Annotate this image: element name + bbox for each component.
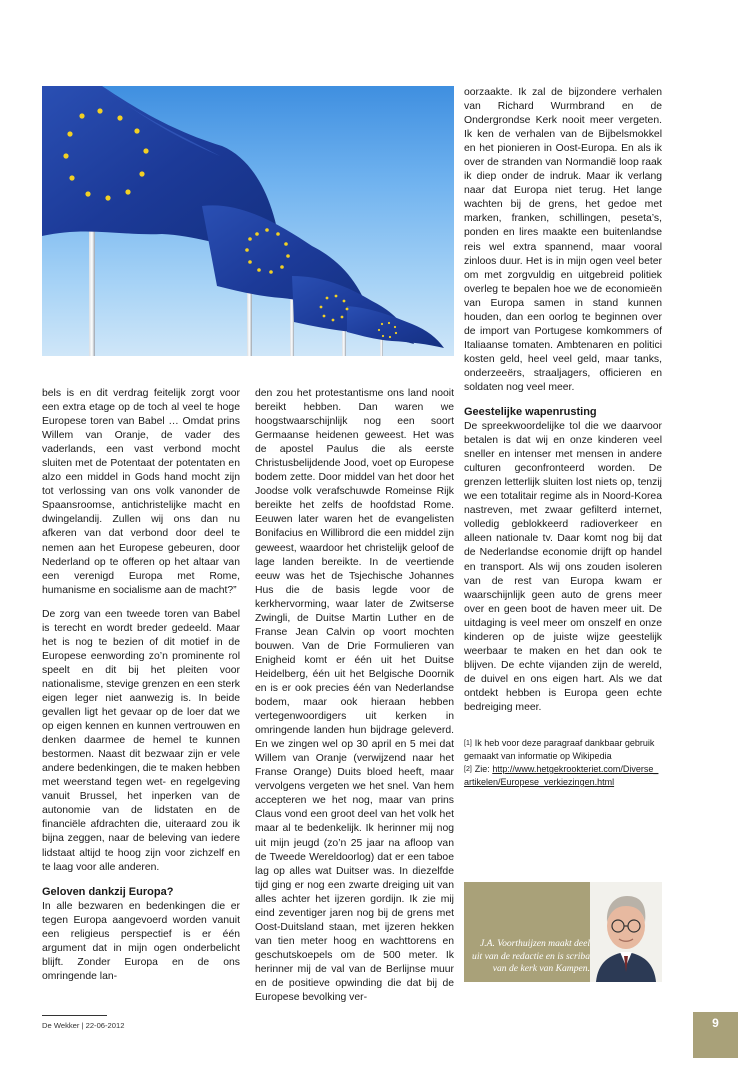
article-column-1 <box>42 387 240 984</box>
author-caption: J.A. Voorthuijzen maakt deel uit van de redactie en is scriba van de kerk van Kampen. <box>472 938 590 974</box>
eu-flags-illustration <box>42 86 454 356</box>
footnote-marker: [2] <box>464 766 472 774</box>
paragraph: In alle bezwaren en bedenkingen die er tegen Europa aangevoerd worden vanuit een religieus perspectief is er één argument dat in mijn ogen onderbelicht blijft. Zonder Europa en de ons omringende lan- <box>42 900 240 982</box>
eu-flags-photo <box>42 86 454 356</box>
section-heading: Geloven dankzij Europa? <box>42 885 174 898</box>
article-column-3 <box>464 86 662 789</box>
footnote-text: Zie: <box>474 764 493 775</box>
paragraph: den zou het protestantisme ons land nooit bereikt hebben. Dan waren we hoogstwaarschijnlijk nog een soort Germaanse heidenen geweest. Het was de apostel Paulus die als eerste Christusbelijdende Jood, voet op Europese bodem zette. Door middel van het door het Joodse volk verafschuwde Romeinse Rijk bereikte het zelfs de hoofdstad Rome. Eeuwen later waren het de evangelisten Bonifacius en Willibrord die een middel zijn geweest, waardoor het christelijk geloof de lage landen bereikte. In de veertiende eeuw was het de Tsjechische Johannes Hus die de basis legde voor de kerkhervorming, waar later de Zwitserse Zwingli, de Duitse Martin Luther en de Franse Jean Calvin op voort mochten bouwen. Van de Drie Formulieren van Enigheid komt er één uit het Duitse Heidelberg, één uit het Belgische Doornik en is er ook precies één van Nederlandse bodem, maar ook hieraan hebben vertegenwoordigers uit kerken in omringende landen hun bijdrage geleverd. En we zingen wel op 30 april en 5 mei dat Willem van Oranje (verwijzend naar het Franse Orange) Duits bloed heeft, maar vervolgens vergeten we het snel. Van hem accepteren we het nog, maar van prins Claus vond een groot deel van het volk het maar al te bedenkelijk. Ik herinner mij nog uit mijn jeugd (zo’n 25 jaar na afloop van de Tweede Wereldoorlog) dat er een taboe lag op alles wat Duitser was. In diezelfde tijd ging er nog een zwarte dreiging uit van alles achter het ijzeren gordijn. Ik zie mij eind zeventiger jaren nog bij de grens met Oost-Duitsland staan, met ijzeren hekken van tien meter hoog en wachttorens en geschutskoepels om de 500 meter. Ik herinner mij de val van de Berlijnse muur en de positieve opwinding die dat bij de Europese bevolking ver- <box>255 388 454 1004</box>
page-number: 9 <box>693 1012 738 1058</box>
footnote-text: Ik heb voor deze paragraaf dankbaar gebruik gemaakt van informatie op Wikipedia <box>464 738 655 762</box>
author-portrait <box>590 882 662 982</box>
footer-source: De Wekker | 22-06-2012 <box>42 1021 125 1030</box>
footnote-2 <box>464 763 662 789</box>
footnote-1 <box>464 737 662 763</box>
footnote-link[interactable]: http://www.hetgekrookteriet.com/Diverse_artikelen/Europese_verkiezingen.html <box>464 764 659 788</box>
section-heading: Geestelijke wapenrusting <box>464 406 597 419</box>
paragraph: bels is en dit verdrag feitelijk zorgt voor een extra etage op de toch al veel te hoge Europese toren van Babel … Omdat prins Willem van Oranje, de vader des vaderlands, een vast verbond mocht sluiten met de Potentaat der potentaten en alzo een middel in Gods hand mocht zijn tot verlossing van ons volk vanonder de Spaansroomse, antichristelijke macht en dwingelandij. Zullen wij ons dan nu afkeren van dat verbond door deel te nemen aan het Europese gebeuren, door Nederland op te offeren op het altaar van een verenigd Europa met Rome, humanisme en socialisme aan de macht?” <box>42 388 240 596</box>
footer-rule <box>42 1015 107 1016</box>
author-box <box>464 882 662 982</box>
paragraph: oorzaakte. Ik zal de bijzondere verhalen van Richard Wurmbrand en de Ondergrondse Kerk nooit meer vergeten. Ik ken de verhalen van de Bijbelsmokkel en het pionieren in Oost-Europa. En als ik over de stranden van Normandië loop raak ik diep onder de indruk. Maar ik verlang naar dat Europa niet terug. Het lange wachten bij de grens, het gedoe met marken, franken, schillingen, peseta’s, ponden en lires maakte een buitenlandse reis wel extra spannend, maar vooral zinloos duur. Het is in mijn ogen veel beter om met zorgvuldig en uitgebreid politiek overleg te bepalen hoe we de economieën van Europa samen in stand kunnen houden, dan een oorlog te beginnen over de import van Portugese komkommers of Italiaanse tomaten. Ambtenaren en politici kosten geld, heel veel geld, maar tanks, onderzeeërs, straaljagers, officieren en soldaten nog veel meer. <box>464 87 662 393</box>
paragraph: De zorg van een tweede toren van Babel is terecht en wordt breder gedeeld. Maar het is nog te bezien of dit motief in de Europese eenwording zo’n prominente rol speelt en dit bij het pleiten voor nationalisme, stevige grenzen en een sterk eigen leger niet aanwezig is. In beide gevallen ligt het gevaar op de loer dat we op eigen kennen en kunnen vertrouwen en denken daarmee de hemel te kunnen bestormen. Naast dit bezwaar zijn er vele andere bedenkingen, die te maken hebben met weerstand tegen wet- en regelgeving vanuit Brussel, het inperken van de autonomie van de lidstaten en de financiële afdrachten die, uiteraard zou ik bijna zeggen, naar de beleving van iedere lidstaat altijd te hoog zijn voor zichzelf en te laag voor alle anderen. <box>42 608 240 873</box>
paragraph: De spreekwoordelijke tol die we daarvoor betalen is dat wij en onze kinderen veel sneller en intenser met mensen in andere culturen geconfronteerd worden. De grenzen letterlijk sluiten lost niets op, tenzij we een totalitair regime als in Noord-Korea nastreven, met zwaar gefilterd internet, volledig geblokkeerd radioverkeer en alleen nationale tv. Daar komt nog bij dat de Nederlandse economie drijft op handel en transport. Als wij ons zouden isoleren van de rest van Europa kwam er waarschijnlijk geen auto de grens meer over en geen boot de haven meer uit. De uitdaging is veel meer om onszelf en onze kinderen op de juiste wijze geestelijk weerbaar te maken en het dan ook te blijven. De echte vijanden zijn de wereld, de duivel en ons eigen hart. Als we dat ontdekt hebben is Europa geen echte bedreiging meer. <box>464 421 662 713</box>
article-column-2 <box>255 387 454 1005</box>
footnote-marker: [1] <box>464 740 472 748</box>
